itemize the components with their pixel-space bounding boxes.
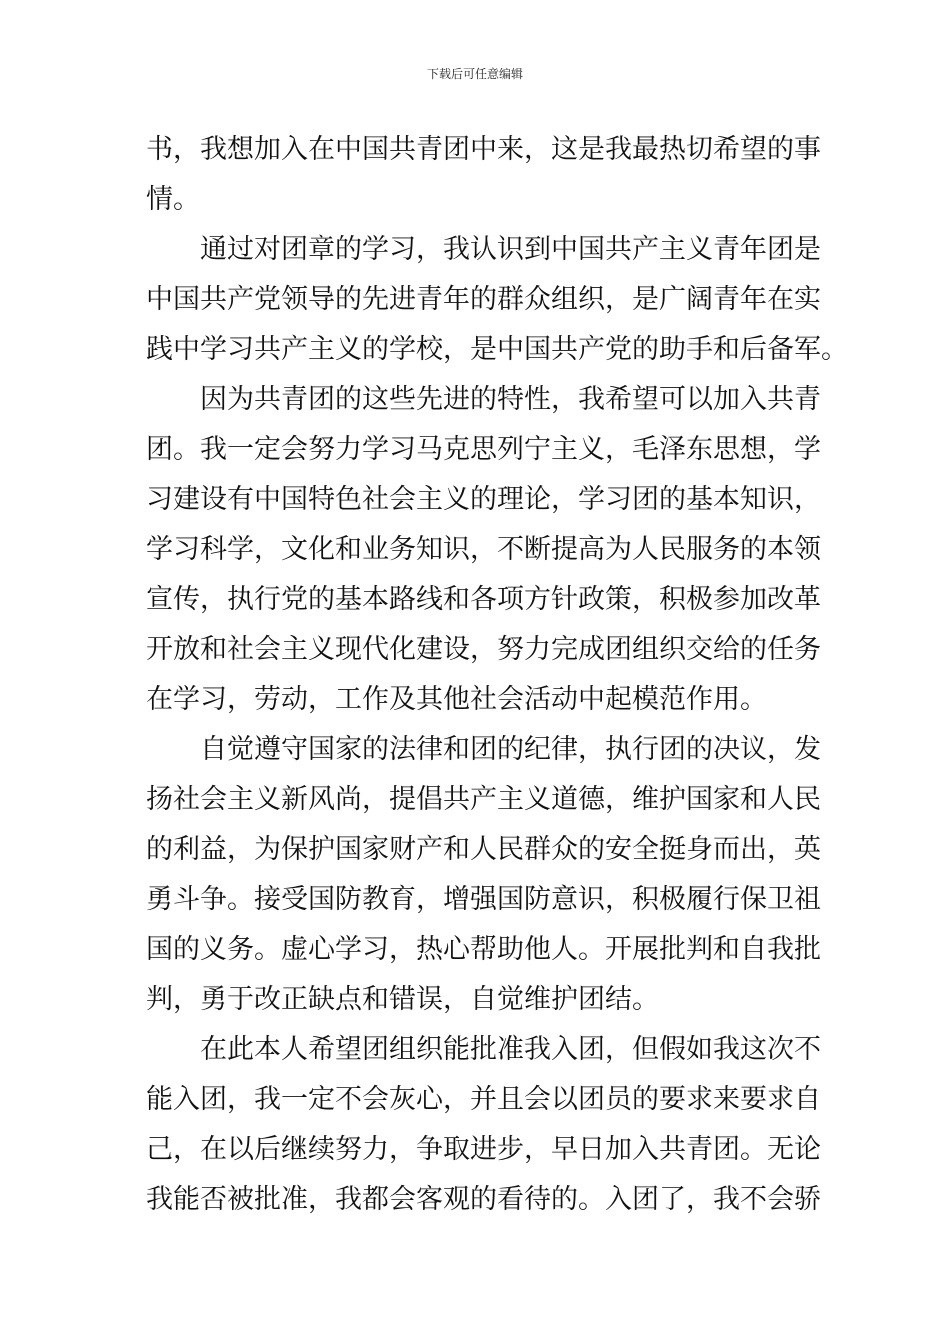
paragraph-3-line-2: 扬社会主义新风尚，提倡共产主义道德，维护国家和人民: [146, 784, 821, 815]
paragraph-3-line-4: 勇斗争。接受国防教育，增强国防意识，积极履行保卫祖: [146, 884, 821, 915]
paragraph-1-line-2: 中国共产党领导的先进青年的群众组织，是广阔青年在实: [146, 284, 821, 315]
text-line-2: 情。: [146, 184, 200, 215]
paragraph-3-line-1: 自觉遵守国家的法律和团的纪律，执行团的决议，发: [200, 734, 821, 765]
paragraph-3-line-6: 判，勇于改正缺点和错误，自觉维护团结。: [146, 984, 659, 1015]
paragraph-1-line-1: 通过对团章的学习，我认识到中国共产主义青年团是: [200, 234, 821, 265]
paragraph-3-line-3: 的利益，为保护国家财产和人民群众的安全挺身而出，英: [146, 834, 821, 865]
paragraph-2-line-7: 在学习，劳动，工作及其他社会活动中起模范作用。: [146, 684, 767, 715]
paragraph-2-line-3: 习建设有中国特色社会主义的理论，学习团的基本知识，: [146, 484, 821, 515]
paragraph-4-line-3: 己，在以后继续努力，争取进步，早日加入共青团。无论: [146, 1134, 821, 1165]
paragraph-3-line-5: 国的义务。虚心学习，热心帮助他人。开展批判和自我批: [146, 934, 821, 965]
paragraph-2-line-2: 团。我一定会努力学习马克思列宁主义，毛泽东思想，学: [146, 434, 821, 465]
text-line-1: 书，我想加入在中国共青团中来，这是我最热切希望的事: [146, 134, 821, 165]
paragraph-4-line-4: 我能否被批准，我都会客观的看待的。入团了，我不会骄: [146, 1184, 821, 1215]
paragraph-4-line-2: 能入团，我一定不会灰心，并且会以团员的要求来要求自: [146, 1084, 821, 1115]
page-header: 下载后可任意编辑: [426, 67, 523, 81]
paragraph-1-line-3: 践中学习共产主义的学校，是中国共产党的助手和后备军。: [146, 334, 848, 365]
paragraph-4-line-1: 在此本人希望团组织能批准我入团，但假如我这次不: [200, 1034, 821, 1065]
paragraph-2-line-1: 因为共青团的这些先进的特性，我希望可以加入共青: [200, 384, 821, 415]
paragraph-2-line-4: 学习科学，文化和业务知识，不断提高为人民服务的本领: [146, 534, 821, 565]
paragraph-2-line-5: 宣传，执行党的基本路线和各项方针政策，积极参加改革: [146, 584, 821, 615]
paragraph-2-line-6: 开放和社会主义现代化建设，努力完成团组织交给的任务: [146, 634, 821, 665]
